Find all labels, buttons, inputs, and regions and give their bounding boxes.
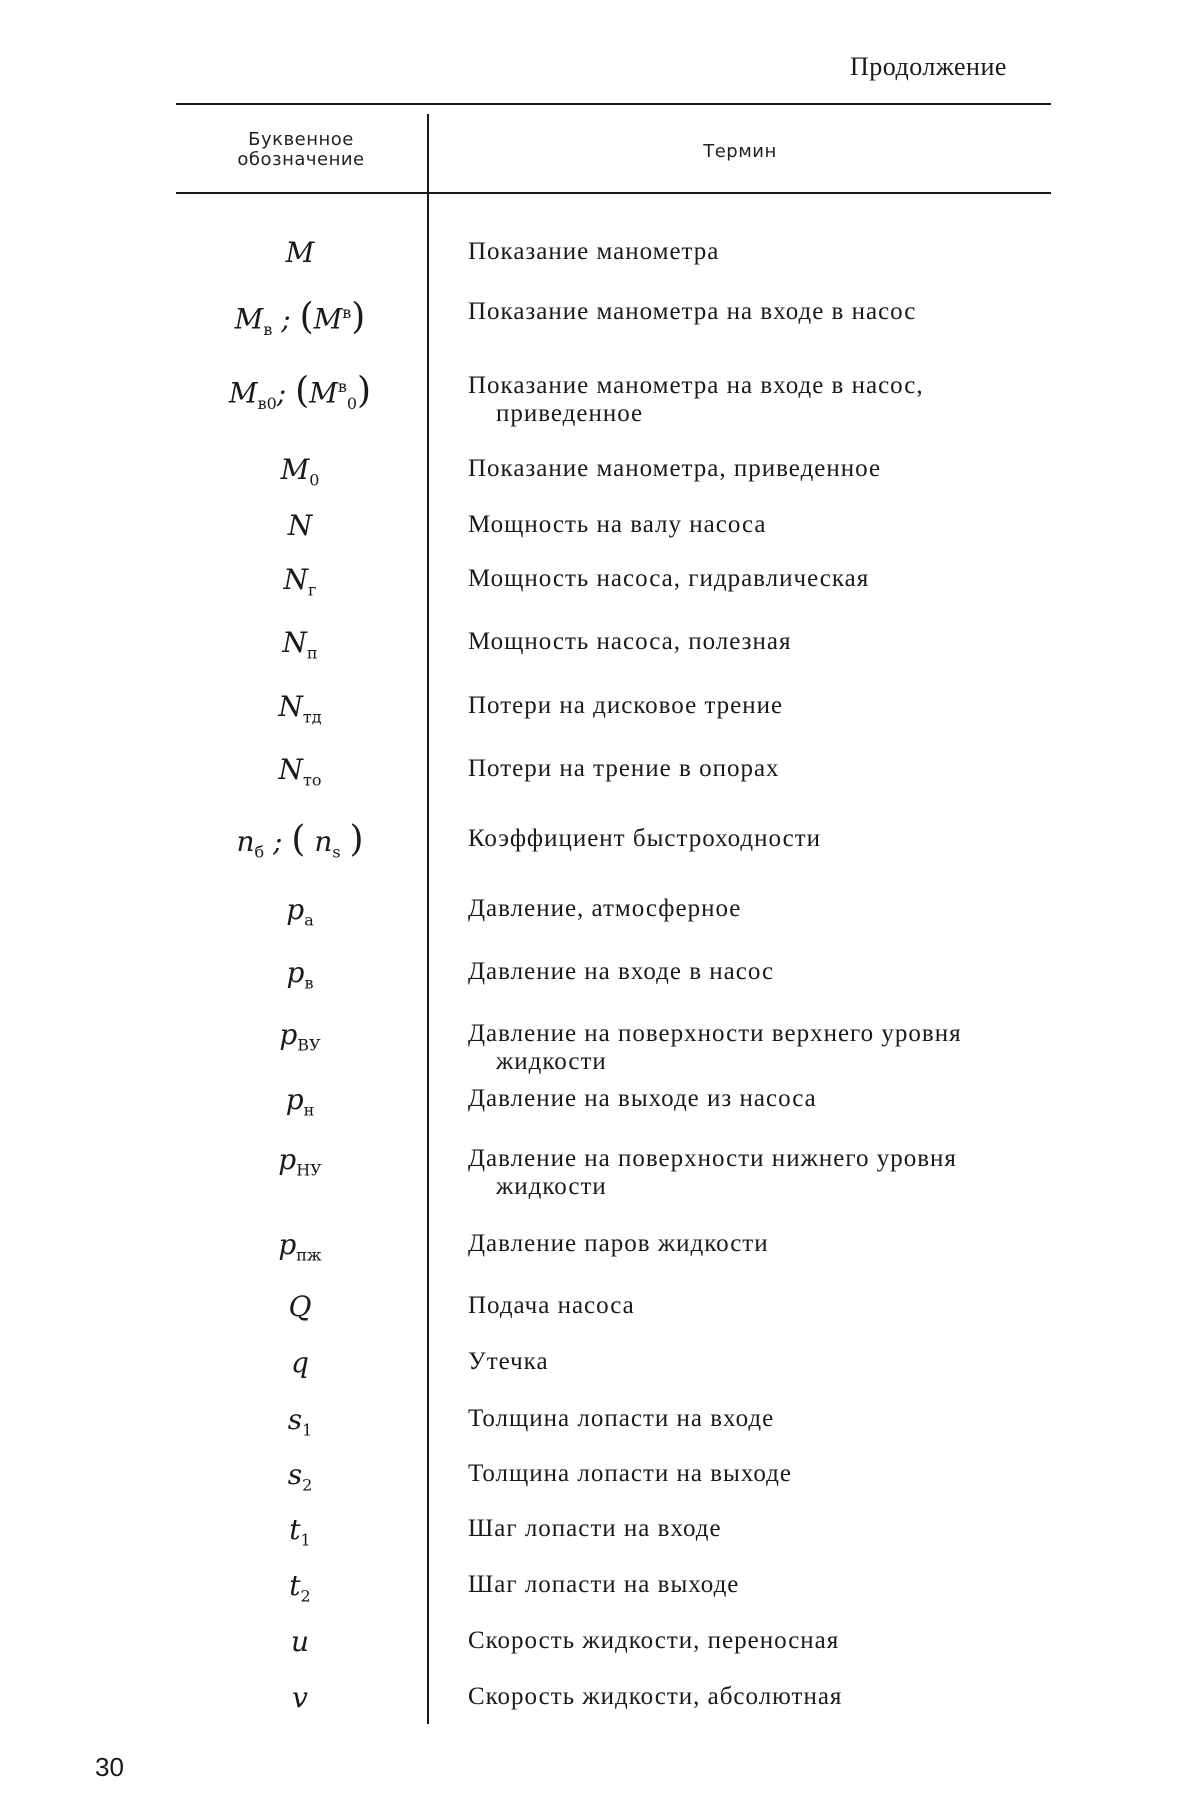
header-symbol-column — [176, 130, 426, 170]
symbol-cell: pНУ — [180, 1145, 420, 1186]
column-divider — [427, 114, 429, 1724]
term-cell: Мощность насоса, гидравлическая — [468, 565, 1058, 593]
term-cell: Давление на выходе из насоса — [468, 1085, 1058, 1113]
header-term-column: Термин — [430, 142, 1050, 162]
symbol-cell: pВУ — [180, 1020, 420, 1061]
term-text-continued: приведенное — [468, 400, 1058, 428]
term-cell: Утечка — [468, 1348, 1058, 1376]
symbol-cell: M — [180, 238, 420, 268]
term-cell: Показание манометра — [468, 238, 1058, 266]
term-cell: Давление на входе в насос — [468, 958, 1058, 986]
symbol-cell: t2 — [180, 1571, 420, 1612]
term-cell: Показание манометра, приведенное — [468, 455, 1058, 483]
symbol-cell: Nг — [180, 565, 420, 606]
term-cell: Скорость жидкости, абсолютная — [468, 1683, 1058, 1711]
term-cell: Давление паров жидкости — [468, 1230, 1058, 1258]
symbol-cell: pв — [180, 958, 420, 999]
symbol-cell: Nп — [180, 628, 420, 669]
term-cell: Потери на трение в опорах — [468, 755, 1058, 783]
term-cell: Давление, атмосферное — [468, 895, 1058, 923]
term-cell: Скорость жидкости, переносная — [468, 1627, 1058, 1655]
symbol-cell: nб ; ( ns ) — [180, 825, 420, 868]
term-text: Давление на поверхности верхнего уровня — [468, 1020, 962, 1047]
term-cell: Шаг лопасти на входе — [468, 1515, 1058, 1543]
header-bottom-rule — [176, 192, 1051, 194]
term-cell: Мощность насоса, полезная — [468, 628, 1058, 656]
symbol-cell: q — [180, 1348, 420, 1378]
symbol-cell: t1 — [180, 1515, 420, 1556]
term-text: Давление на поверхности нижнего уровня — [468, 1145, 957, 1172]
term-cell: Коэффициент быстроходности — [468, 825, 1058, 853]
term-cell: Шаг лопасти на выходе — [468, 1571, 1058, 1599]
page-number: 30 — [95, 1752, 124, 1783]
symbol-cell: pпж — [180, 1230, 420, 1271]
symbol-cell: N — [180, 511, 420, 541]
symbol-cell: Q — [180, 1292, 420, 1322]
term-cell: Мощность на валу насоса — [468, 511, 1058, 539]
header-symbol-line1: Буквенное — [176, 130, 426, 150]
term-text-continued: жидкости — [468, 1173, 1058, 1201]
symbol-cell: v — [180, 1683, 420, 1713]
symbol-cell: Nто — [180, 755, 420, 796]
term-text-continued: жидкости — [468, 1048, 1058, 1076]
term-cell: Толщина лопасти на выходе — [468, 1460, 1058, 1488]
term-cell: Толщина лопасти на входе — [468, 1405, 1058, 1433]
term-cell — [468, 1020, 1058, 1076]
symbol-cell: M0 — [180, 455, 420, 496]
symbol-cell: s2 — [180, 1460, 420, 1501]
term-cell — [468, 1145, 1058, 1201]
symbol-cell: Mв0; (Mв0) — [180, 372, 420, 419]
symbol-cell: pн — [180, 1085, 420, 1126]
symbol-cell: u — [180, 1627, 420, 1657]
term-cell — [468, 372, 1058, 428]
header-symbol-line2: обозначение — [176, 150, 426, 170]
table-top-rule — [176, 103, 1051, 105]
term-text: Показание манометра на входе в насос, — [468, 372, 924, 399]
symbol-cell: Nтд — [180, 692, 420, 733]
symbol-cell: pа — [180, 895, 420, 936]
term-cell: Показание манометра на входе в насос — [468, 298, 1058, 326]
term-cell: Подача насоса — [468, 1292, 1058, 1320]
continuation-label: Продолжение — [850, 52, 1007, 82]
symbol-cell: s1 — [180, 1405, 420, 1446]
term-cell: Потери на дисковое трение — [468, 692, 1058, 720]
symbol-cell: Mв ; (Mв) — [180, 298, 420, 345]
